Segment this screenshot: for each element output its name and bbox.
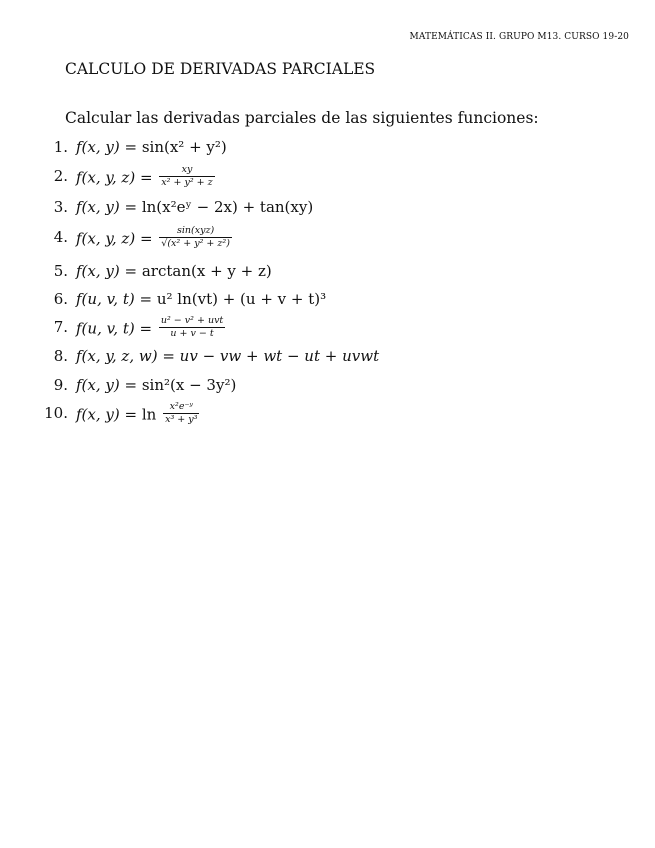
fraction-numerator: xy xyxy=(159,165,214,177)
function-item-4 xyxy=(0,225,600,250)
function-lhs: f(x, y) = xyxy=(76,198,138,216)
fraction xyxy=(159,165,214,188)
function-lhs: f(x, y, z) = xyxy=(76,168,153,187)
function-item-6 xyxy=(0,290,600,312)
item-number: 6. xyxy=(53,290,68,308)
function-lhs: f(x, y) = xyxy=(76,405,138,424)
function-item-1 xyxy=(0,138,600,160)
fraction xyxy=(163,402,199,425)
fraction-denominator: √(x² + y² + z²) xyxy=(161,238,230,249)
function-item-8 xyxy=(0,347,600,369)
item-number: 7. xyxy=(53,318,68,336)
function-expression xyxy=(76,164,217,190)
function-item-2 xyxy=(0,164,600,189)
function-expression xyxy=(76,290,326,308)
function-rhs: arctan(x + y + z) xyxy=(141,262,272,280)
function-rhs: u² ln(vt) + (u + v + t)³ xyxy=(156,290,327,308)
item-number: 1. xyxy=(53,138,68,156)
function-lhs: f(x, y) = xyxy=(76,138,138,156)
fraction xyxy=(159,316,225,339)
instructions: Calcular las derivadas parciales de las siguientes funciones: xyxy=(65,109,539,127)
function-expression xyxy=(76,225,234,251)
function-lhs: f(u, v, t) = xyxy=(76,319,153,338)
page-header: MATEMÁTICAS II. GRUPO M13. CURSO 19-20 xyxy=(409,32,629,42)
function-lhs: f(x, y) = xyxy=(76,262,138,280)
function-expression xyxy=(76,198,313,216)
function-lhs: f(x, y, z, w) = xyxy=(76,347,175,365)
function-item-7 xyxy=(0,315,600,340)
fraction-denominator: x² + y² + z xyxy=(161,177,213,188)
item-number: 9. xyxy=(53,376,68,394)
function-rhs: ln(x²eʸ − 2x) + tan(xy) xyxy=(141,198,314,216)
fraction xyxy=(159,226,232,249)
fraction-numerator: x²e⁻ʸ xyxy=(163,402,199,414)
function-item-9 xyxy=(0,376,600,398)
function-rhs: sin(x² + y²) xyxy=(141,138,227,156)
function-lhs: f(x, y, z) = xyxy=(76,229,153,248)
function-expression xyxy=(76,262,272,280)
item-number: 8. xyxy=(53,347,68,365)
function-expression xyxy=(76,347,379,365)
fraction-numerator: sin(xyz) xyxy=(159,226,232,238)
fraction-denominator: x³ + y³ xyxy=(165,414,198,425)
function-rhs-prefix: ln xyxy=(141,405,157,424)
item-number: 4. xyxy=(53,228,68,246)
item-number: 10. xyxy=(44,404,68,422)
fraction-numerator: u² − v² + uvt xyxy=(160,315,224,326)
item-number: 2. xyxy=(53,167,68,185)
function-item-10 xyxy=(0,401,600,426)
item-number: 3. xyxy=(53,198,68,216)
function-item-5 xyxy=(0,262,600,284)
function-expression xyxy=(76,401,201,427)
function-expression xyxy=(76,315,227,341)
function-expression xyxy=(76,138,227,156)
function-lhs: f(u, v, t) = xyxy=(76,290,153,308)
function-lhs: f(x, y) = xyxy=(76,376,138,394)
document-title: CALCULO DE DERIVADAS PARCIALES xyxy=(65,60,376,78)
fraction-denominator: u + v − t xyxy=(170,328,214,339)
function-rhs: sin²(x − 3y²) xyxy=(141,376,237,394)
function-expression xyxy=(76,376,236,394)
function-rhs: uv − vw + wt − ut + uvwt xyxy=(179,347,380,365)
item-number: 5. xyxy=(53,262,68,280)
function-item-3 xyxy=(0,198,600,220)
